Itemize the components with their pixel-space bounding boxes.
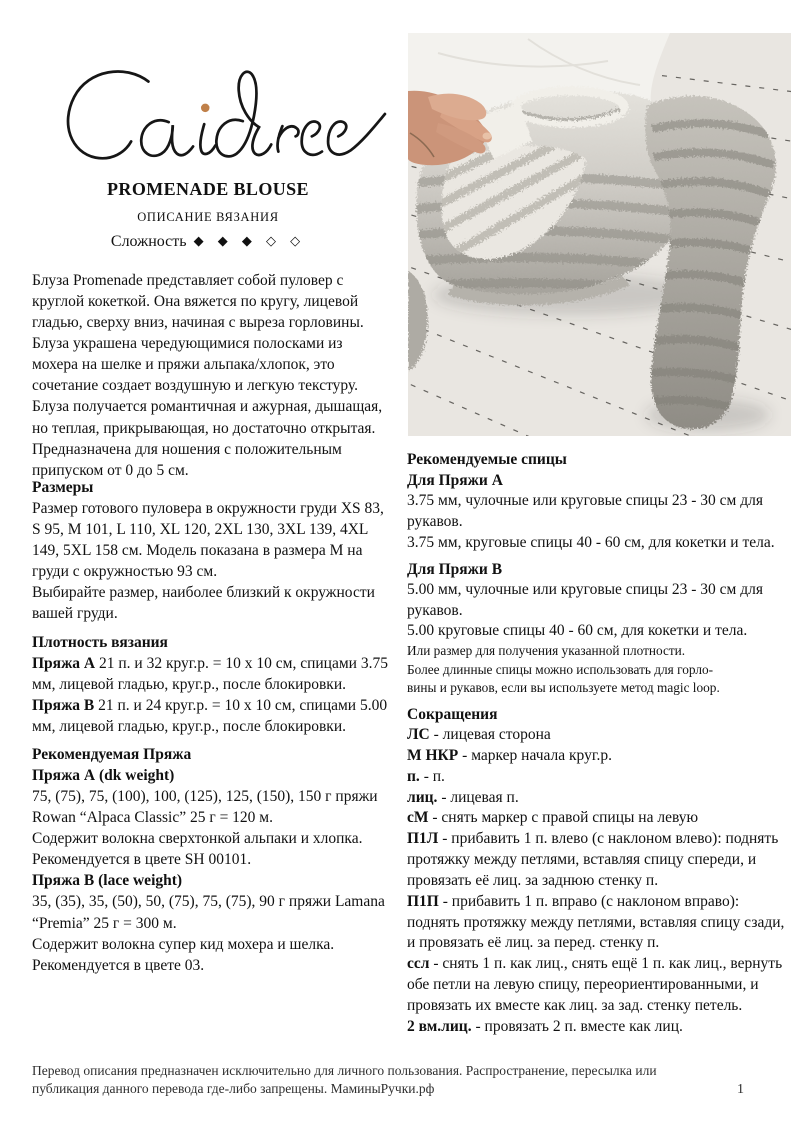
yarn-a-line: Рекомендуется в цвете SH 00101. — [32, 851, 252, 869]
sizes-heading: Размеры — [32, 479, 94, 496]
needles-note-line: Или размер для получения указанной плотности. — [407, 643, 686, 659]
yarn-a-line: 75, (75), 75, (100), 100, (125), 125, (150), 150 г пряжи Rowan “Alpaca Classic” 25 г = 120 м. — [32, 788, 378, 827]
abbr-def: - снять маркер с правой спицы на левую — [432, 809, 699, 827]
needles-a-label: Для Пряжи А — [407, 472, 503, 490]
difficulty-label: Сложность — [110, 232, 187, 250]
needles-note-line: Более длинные спицы можно использовать для горло- — [407, 661, 714, 677]
abbr-item — [407, 808, 787, 829]
page-subtitle: ОПИСАНИЕ ВЯЗАНИЯ — [137, 209, 279, 224]
abbr-item — [407, 892, 787, 955]
blouse-photo — [408, 33, 791, 436]
abbr-item — [407, 829, 787, 892]
intro-paragraph: Блуза Promenade представляет собой пуловер с круглой кокеткой. Она вяжется по кругу, лицевой гладью, сверху вниз, начиная с выреза горловины. Блуза украшена чередующимися полосками из мохера на шелке и пряжи альпака/хлопок, это сочетание создает воздушную и легкую текстуру. Блуза получается романтичная и ажурная, дышащая, но теплая, прикрывающая, но достаточно открытая. Предназначена для ношения с положительным припуском от 0 до 5 см. — [32, 272, 383, 479]
section-yarn — [32, 744, 392, 976]
gauge-heading: Плотность вязания — [32, 633, 168, 651]
needles-heading: Рекомендуемые спицы — [407, 451, 567, 468]
difficulty-row — [32, 233, 384, 251]
abbr-term: П1Л — [407, 830, 439, 848]
yarn-b-line: Содержит волокна супер кид мохера и шелка. — [32, 935, 335, 953]
page-title: PROMENADE BLOUSE — [107, 179, 309, 199]
abbr-heading: Сокращения — [407, 705, 498, 723]
abbr-term: П1П — [407, 892, 439, 910]
blouse-photo-image — [408, 33, 791, 436]
needles-note-line: вины и рукавов, если вы используете метод magic loop. — [407, 679, 720, 695]
yarn-heading: Рекомендуемая Пряжа — [32, 745, 192, 763]
section-sizes — [32, 477, 392, 625]
needles-b-line: 5.00 мм, чулочные или круговые спицы 23 - 30 см для рукавов. — [407, 580, 763, 619]
abbr-term: лиц. — [407, 788, 438, 806]
footer-copyright-text: Перевод описания предназначен исключительно для личного пользования. Распространение, пересылка или публикация данного перевода где-либо запрещены. МаминыРучки.рф — [32, 1063, 657, 1096]
abbr-def: - прибавить 1 п. влево (с наклоном влево): поднять протяжку между петлями, вставляя спицу спереди, и провязать её лиц. за заднюю стенку п. — [407, 830, 779, 889]
gauge-item-b — [32, 695, 392, 737]
sizes-body2: Выбирайте размер, наиболее близкий к окружности вашей груди. — [32, 584, 375, 623]
abbr-def: - провязать 2 п. вместе как лиц. — [475, 1017, 683, 1035]
yarn-b-label: Пряжа В (lace weight) — [32, 872, 183, 890]
abbr-def: - п. — [423, 767, 445, 785]
yarn-b-line: 35, (35), 35, (50), 50, (75), 75, (75), 90 г пряжи Lamana “Premia” 25 г = 300 м. — [32, 893, 385, 932]
footer — [32, 1062, 744, 1098]
needles-b-block — [407, 559, 787, 697]
left-column — [32, 477, 392, 983]
title-block — [32, 179, 384, 251]
needles-b-line: 5.00 круговые спицы 40 - 60 см, для кокетки и тела. — [407, 622, 748, 640]
needles-a-line: 3.75 мм, круговые спицы 40 - 60 см, для кокетки и тела. — [407, 533, 775, 551]
abbr-def: - снять 1 п. как лиц., снять ещё 1 п. как лиц., вернуть обе петли на левую спицу, переориентированными, и провязать их вместе как лиц. за зад. стенку петель. — [407, 955, 783, 1014]
difficulty-diamonds-icon: ◆ ◆ ◆ ◇ ◇ — [193, 233, 306, 249]
abbr-term: ЛС — [407, 725, 430, 743]
section-needles — [407, 449, 787, 697]
yarn-b-line: Рекомендуется в цвете 03. — [32, 956, 205, 974]
yarn-a-line: Содержит волокна сверхтонкой альпаки и хлопка. — [32, 830, 363, 848]
needles-a-line: 3.75 мм, чулочные или круговые спицы 23 - 30 см для рукавов. — [407, 492, 763, 530]
needles-b-label: Для Пряжи В — [407, 560, 503, 578]
abbr-def: - прибавить 1 п. вправо (с наклоном вправо): поднять протяжку между петлями, вставляя спицу сзади, и провязать её лиц. за перед. стенку п. — [407, 892, 785, 952]
gauge-b-label: Пряжа В — [32, 696, 95, 714]
abbr-term: М НКР — [407, 746, 459, 764]
abbr-def: - лицевая п. — [441, 788, 519, 806]
abbr-term: п. — [407, 767, 420, 785]
gauge-a-text: 21 п. и 32 круг.р. = 10 x 10 см, спицами 3.75 мм, лицевой гладью, круг.р., после блокировки. — [32, 654, 388, 693]
caidree-logo — [55, 62, 390, 166]
abbr-term: 2 вм.лиц. — [407, 1017, 472, 1035]
abbr-item — [407, 767, 787, 788]
abbr-term: ссл — [407, 955, 430, 973]
logo-i-dot — [201, 104, 210, 113]
abbr-item — [407, 954, 787, 1017]
right-column — [407, 449, 787, 1038]
abbr-def: - лицевая сторона — [433, 725, 551, 743]
sizes-body: Размер готового пуловера в окружности груди XS 83, S 95, M 101, L 110, XL 120, 2XL 130, 3XL 139, 4XL 149, 5XL 158 см. Модель показана в размера М на груди с окружностью 93 см. — [32, 500, 384, 581]
yarn-a-label: Пряжа А (dk weight) — [32, 767, 175, 785]
fingernail — [483, 133, 492, 140]
abbr-item — [407, 788, 787, 809]
gauge-a-label: Пряжа А — [32, 654, 96, 672]
logo-script-strokes — [68, 72, 385, 159]
section-abbreviations — [407, 704, 787, 1038]
gauge-item-a — [32, 653, 392, 695]
abbr-term: сМ — [407, 809, 429, 827]
gauge-b-text: 21 п. и 24 круг.р. = 10 x 10 см, спицами 5.00 мм, лицевой гладью, круг.р., после блокировки. — [32, 696, 388, 735]
abbr-item — [407, 725, 787, 746]
abbr-item — [407, 1017, 787, 1038]
section-gauge — [32, 632, 392, 737]
abbr-item — [407, 746, 787, 767]
page-number: 1 — [737, 1081, 744, 1097]
abbr-def: - маркер начала круг.р. — [462, 746, 612, 764]
